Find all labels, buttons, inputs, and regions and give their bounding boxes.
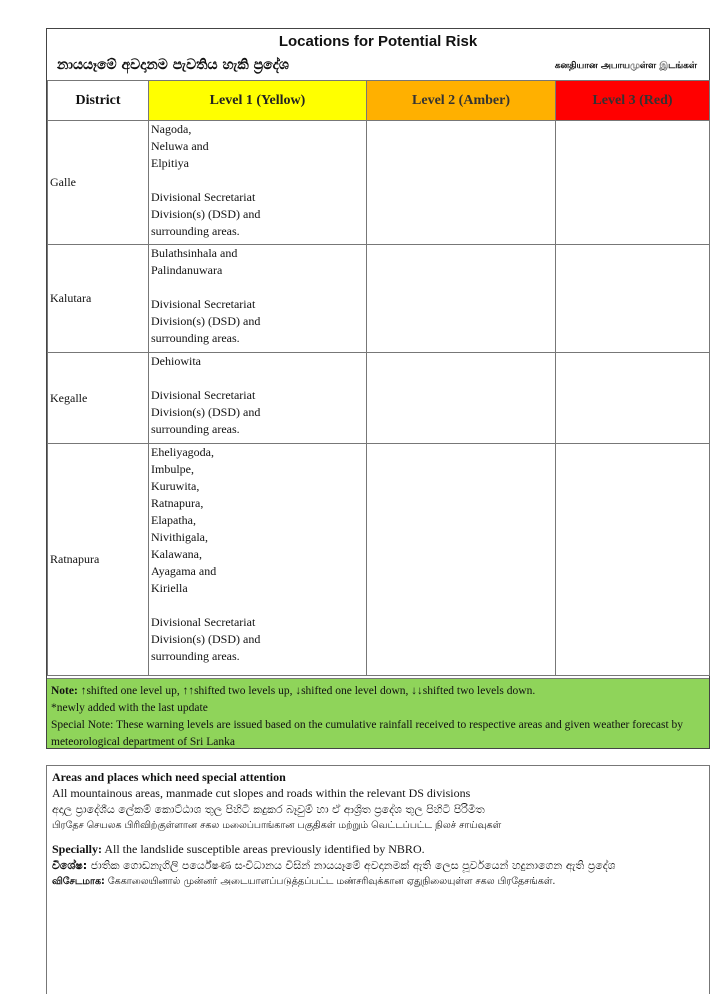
visesha-line — [52, 857, 704, 874]
note-box — [47, 678, 709, 748]
special-note: Special Note: These warning levels are issued based on the cumulative rainfall received to respective areas and given weather forecast by meteorological department of Sri Lanka — [51, 719, 684, 748]
location-name: Nagoda, — [151, 122, 192, 136]
level-3-cell — [556, 444, 710, 676]
column-header-level-1: Level 1 (Yellow) — [149, 81, 367, 121]
title-sinhala: නායයෑමේ අවදානම පැවතිය හැකි ප්‍රදේශ — [57, 57, 289, 73]
table-row — [48, 121, 710, 245]
location-name: Kalawana, — [151, 547, 202, 561]
district-cell: Galle — [48, 121, 149, 245]
specially-line — [52, 841, 704, 857]
location-name: Neluwa and — [151, 139, 209, 153]
attention-heading: Areas and places which need special attention — [52, 770, 286, 784]
specially-text: All the landslide susceptible areas previously identified by NBRO. — [102, 842, 425, 856]
attention-line-sinhala: අදාල ප්‍රාදේශීය ලේකම් කොට්ඨාශ තුල පිහිටි කදුකර බෑවුම් හා ඒ ආශ්‍රිත ප්‍රදේශ තුල පිහිටි පිරිමිත — [52, 803, 485, 816]
page-title: Locations for Potential Risk — [278, 33, 478, 50]
level-3-cell — [556, 121, 710, 245]
level-3-cell — [556, 353, 710, 444]
dsd-text: Divisional Secretariat Division(s) (DSD) and surrounding areas. — [151, 190, 261, 238]
table-header-row — [48, 81, 710, 121]
column-header-level-3: Level 3 (Red) — [556, 81, 710, 121]
level-3-cell — [556, 245, 710, 353]
table-row — [48, 353, 710, 444]
visesham-label: விசேடமாக: — [52, 876, 105, 887]
title-tamil: கனதியான அபாயமுள்ள இடங்கள் — [554, 61, 697, 71]
note-newly-added: *newly added with the last update — [51, 702, 208, 714]
visesha-text: ජාතික ගොඩනැගිලි පර්යේෂණ සංවිධානය විසින් නායයෑමේ අවදානමක් ඇති ලෙස පූර්වයෙන් හදුනාගෙන ඇති ප්‍රදේශ — [87, 859, 616, 872]
district-cell: Ratnapura — [48, 444, 149, 676]
location-name: Eheliyagoda, — [151, 445, 214, 459]
risk-panel — [46, 28, 710, 749]
location-name: Ratnapura, — [151, 496, 204, 510]
note-legend — [51, 683, 705, 700]
location-name: Bulathsinhala and — [151, 246, 238, 260]
risk-table — [47, 80, 710, 676]
attention-line-tamil: பிரதேச செயலக பிரிவிற்குள்ளான சகல மலைப்பாங்கான பகுதிகள் மற்றும் வெட்டப்பட்ட நிலச் சாய்வுகள் — [52, 820, 502, 831]
level-1-cell — [149, 353, 367, 444]
specially-label: Specially: — [52, 842, 102, 856]
table-row — [48, 245, 710, 353]
location-name: Imbulpe, — [151, 462, 194, 476]
table-row — [48, 444, 710, 676]
special-attention-section — [46, 765, 710, 994]
level-1-cell — [149, 245, 367, 353]
level-2-cell — [367, 353, 556, 444]
location-name: Kiriella — [151, 581, 188, 595]
level-2-cell — [367, 121, 556, 245]
district-cell: Kalutara — [48, 245, 149, 353]
visesha-label: විශේෂ: — [52, 859, 88, 872]
column-header-district: District — [48, 81, 149, 121]
visesham-line — [52, 874, 704, 889]
dsd-text: Divisional Secretariat Division(s) (DSD) and surrounding areas. — [151, 297, 261, 345]
column-header-level-2: Level 2 (Amber) — [367, 81, 556, 121]
location-name: Ayagama and — [151, 564, 217, 578]
level-1-cell — [149, 444, 367, 676]
location-name: Dehiowita — [151, 354, 201, 368]
level-2-cell — [367, 245, 556, 353]
note-text: ↑shifted one level up, ↑↑shifted two levels up, ↓shifted one level down, ↓↓shifted two levels down. — [77, 685, 536, 697]
level-1-cell — [149, 121, 367, 245]
note-label: Note: — [51, 685, 78, 697]
visesham-text: கேகாலையினால் முன்னர் அடையாளப்படுத்தப்பட்ட மண்சரிவுக்கான ஏதுநிலையுள்ள சகல பிரதேசங்கள். — [104, 876, 556, 887]
level-2-cell — [367, 444, 556, 676]
district-cell: Kegalle — [48, 353, 149, 444]
location-name: Nivithigala, — [151, 530, 208, 544]
location-name: Palindanuwara — [151, 263, 223, 277]
location-name: Elpitiya — [151, 156, 189, 170]
dsd-text: Divisional Secretariat Division(s) (DSD) and surrounding areas. — [151, 615, 261, 663]
location-name: Kuruwita, — [151, 479, 200, 493]
dsd-text: Divisional Secretariat Division(s) (DSD) and surrounding areas. — [151, 388, 261, 436]
location-name: Elapatha, — [151, 513, 196, 527]
attention-line-english: All mountainous areas, manmade cut slopes and roads within the relevant DS divisions — [52, 786, 471, 800]
